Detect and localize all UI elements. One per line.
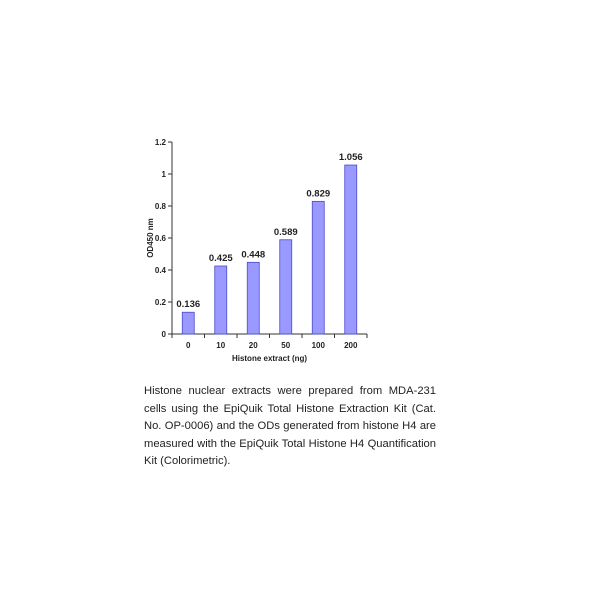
x-tick-label: 0	[186, 341, 191, 350]
x-tick-label: 100	[311, 341, 325, 350]
x-tick-label: 200	[344, 341, 358, 350]
data-label: 1.056	[338, 152, 363, 164]
y-axis	[155, 138, 172, 339]
figure-caption: Histone nuclear extracts were prepared from MDA-231 cells using the EpiQuik Total Histone Extraction Kit (Cat. No. OP-0006) and the ODs generated from histone H4 are measured with the EpiQuik Total Histone H4 Quantification Kit (Colorimetric).	[144, 385, 436, 467]
data-label: 0.448	[241, 249, 266, 261]
data-label: 0.589	[273, 226, 298, 238]
y-tick-label: 1	[161, 170, 166, 179]
y-tick-label: 0.4	[154, 266, 166, 275]
bar	[247, 262, 259, 334]
bar	[280, 240, 292, 334]
x-tick-label: 50	[281, 341, 291, 350]
y-tick-label: 0.2	[154, 298, 166, 307]
data-label: 0.425	[208, 253, 233, 264]
y-tick-label: 1.2	[154, 138, 166, 147]
x-axis-label: Histone extract (ng)	[231, 354, 308, 363]
data-label: 0.136	[176, 299, 201, 311]
y-tick-label: 0	[161, 330, 166, 339]
bar	[345, 165, 357, 334]
x-tick-label: 10	[216, 341, 226, 350]
y-tick-label: 0.8	[154, 202, 166, 211]
data-label: 0.829	[306, 188, 331, 200]
bars	[176, 152, 362, 334]
y-tick-label: 0.6	[154, 234, 166, 243]
bar	[312, 201, 324, 334]
bar	[215, 266, 227, 334]
x-tick-label: 20	[248, 341, 258, 350]
y-axis-label: OD450 nm	[146, 218, 155, 258]
bar	[182, 312, 194, 334]
x-axis	[172, 334, 367, 350]
